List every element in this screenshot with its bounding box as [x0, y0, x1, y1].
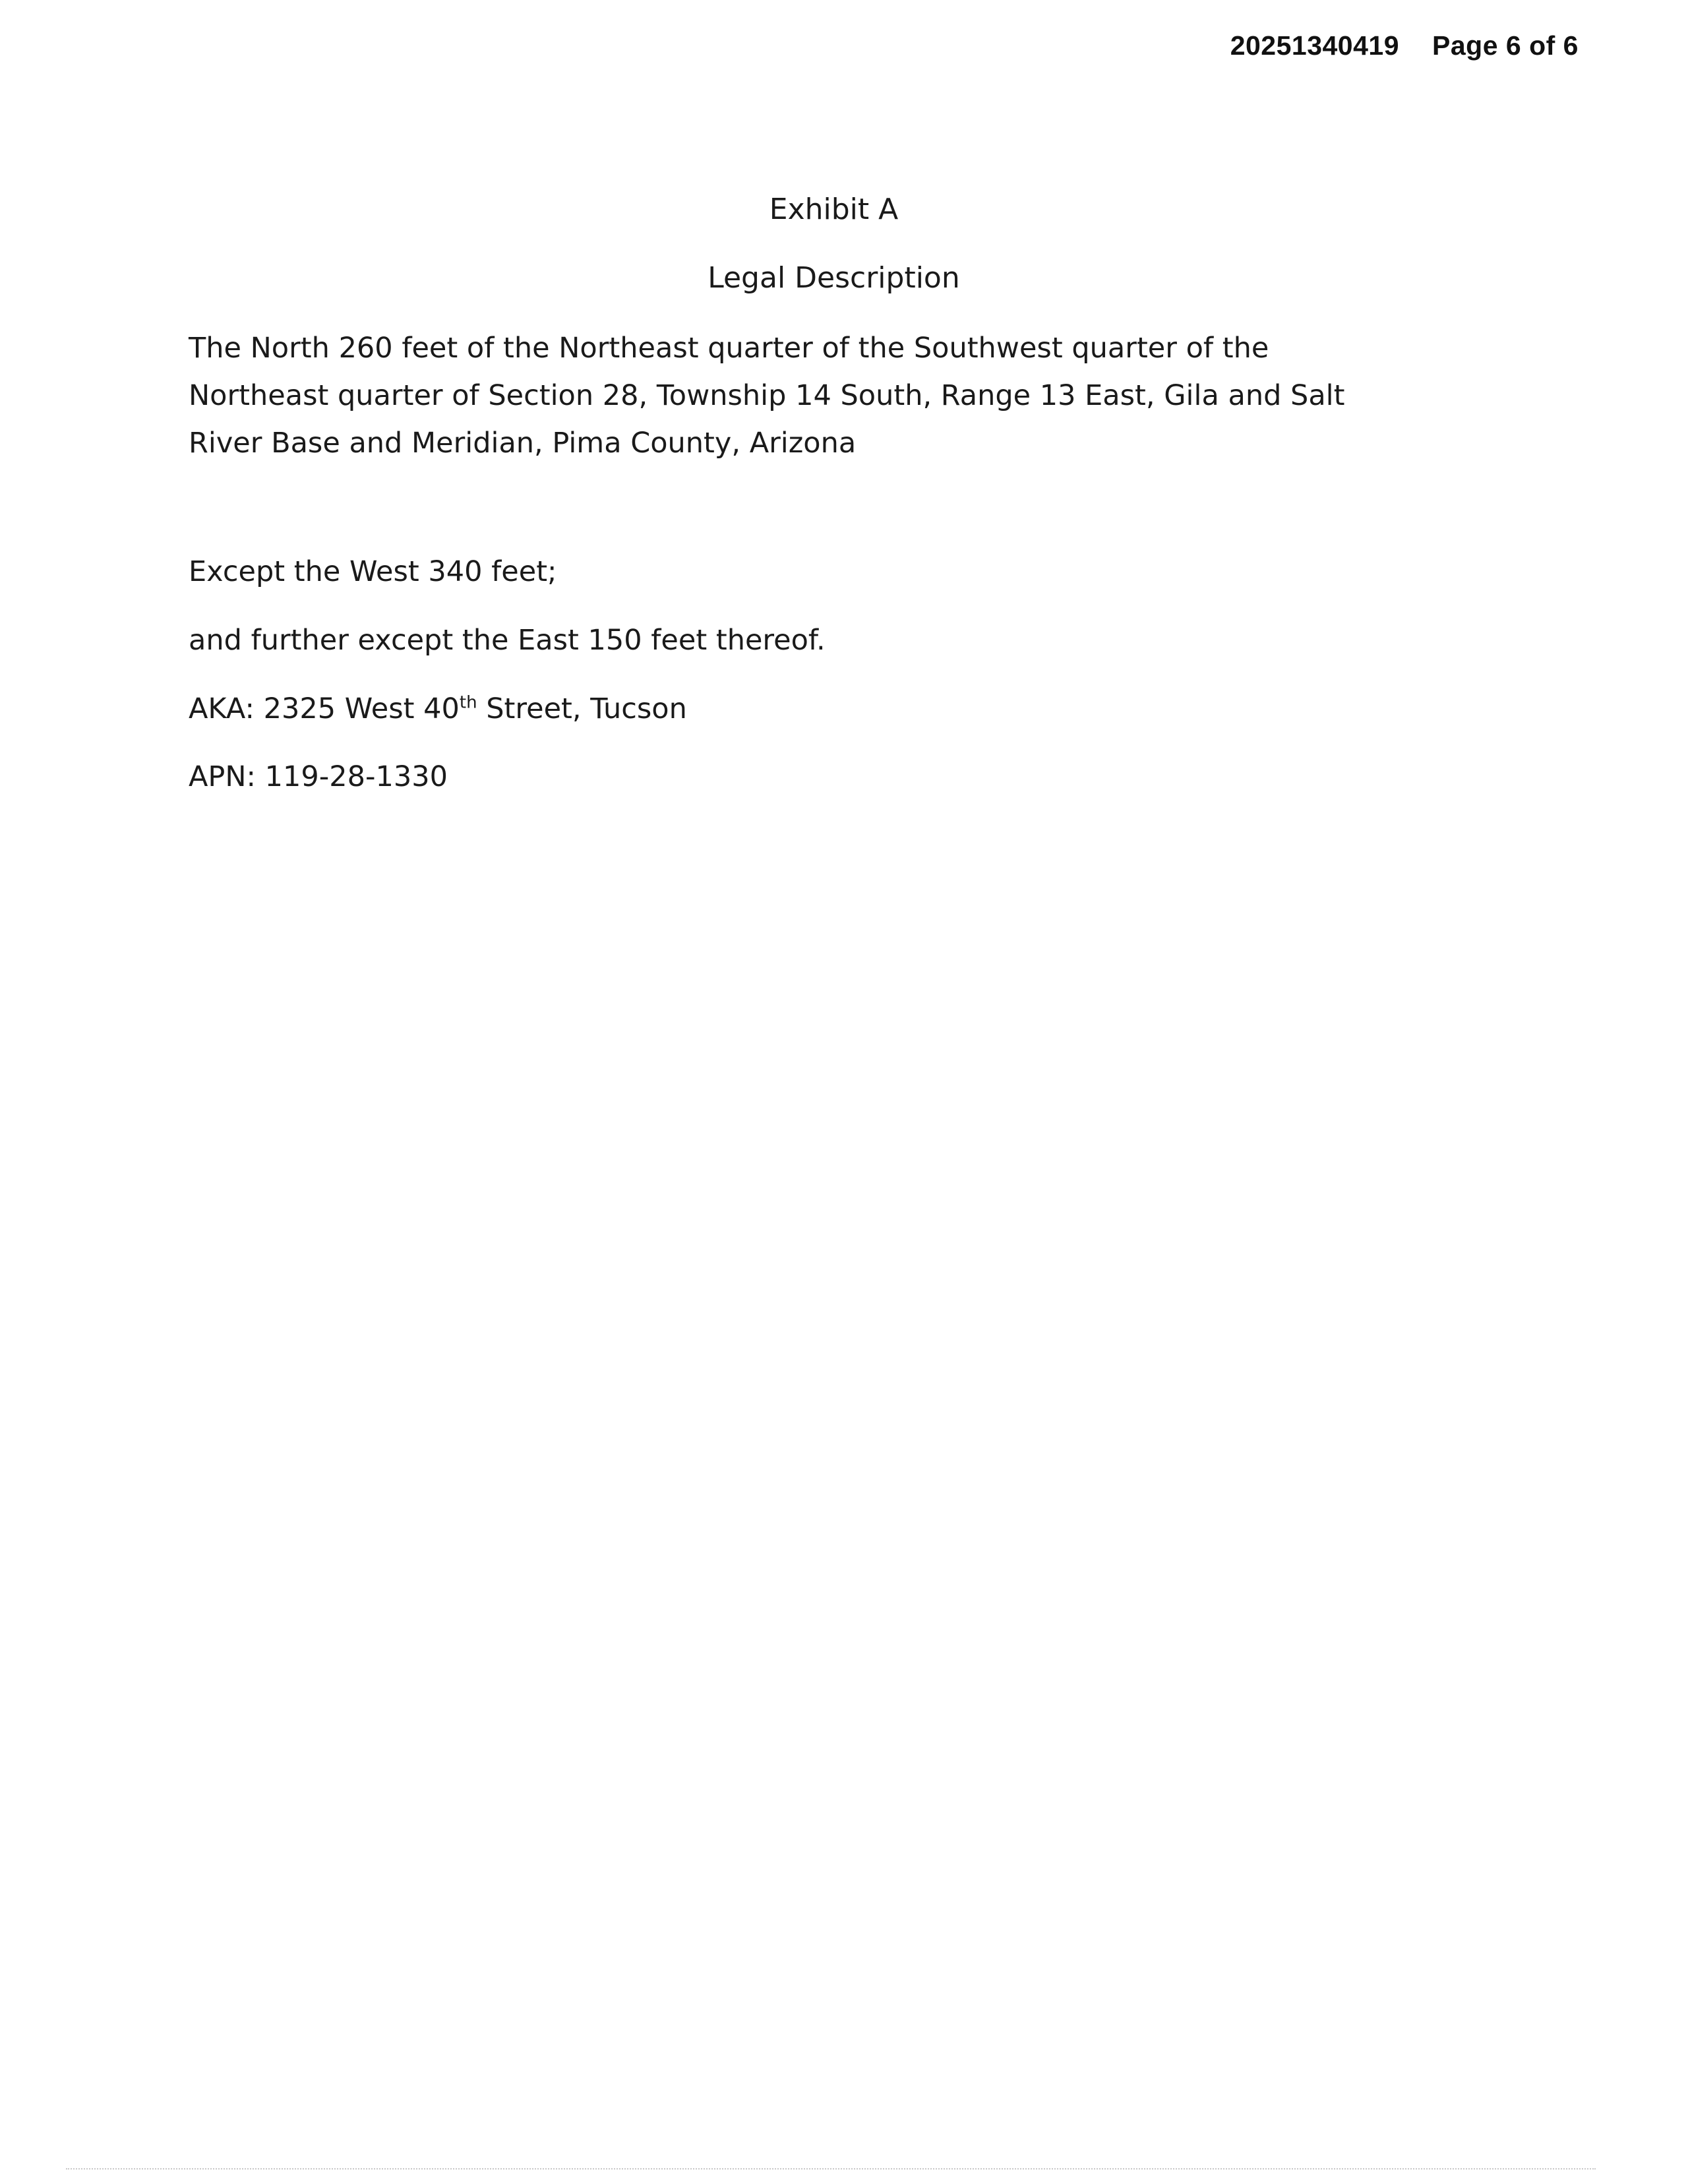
apn-number: APN: 119-28-1330 — [189, 760, 448, 793]
legal-description-heading: Legal Description — [708, 261, 960, 295]
aka-address — [189, 692, 687, 725]
scan-edge-artifact — [66, 2168, 1596, 2172]
exception-west: Except the West 340 feet; — [189, 555, 557, 588]
aka-address-suffix: Street, Tucson — [477, 692, 687, 725]
aka-address-prefix: AKA: 2325 West 40 — [189, 692, 460, 725]
recording-number: 20251340419 — [1230, 30, 1400, 61]
legal-description-text: The North 260 feet of the Northeast quarter of the Southwest quarter of the Northeast quarter of Section 28, Township 14 South, Range 13 East, Gila and Salt River Base and Meridian, Pima County, Arizona — [189, 332, 1345, 460]
ordinal-suffix: th — [459, 692, 477, 713]
exception-east: and further except the East 150 feet thereof. — [189, 624, 826, 657]
page-number: Page 6 of 6 — [1432, 30, 1579, 61]
page-header — [1230, 30, 1579, 61]
exhibit-title: Exhibit A — [769, 193, 899, 226]
